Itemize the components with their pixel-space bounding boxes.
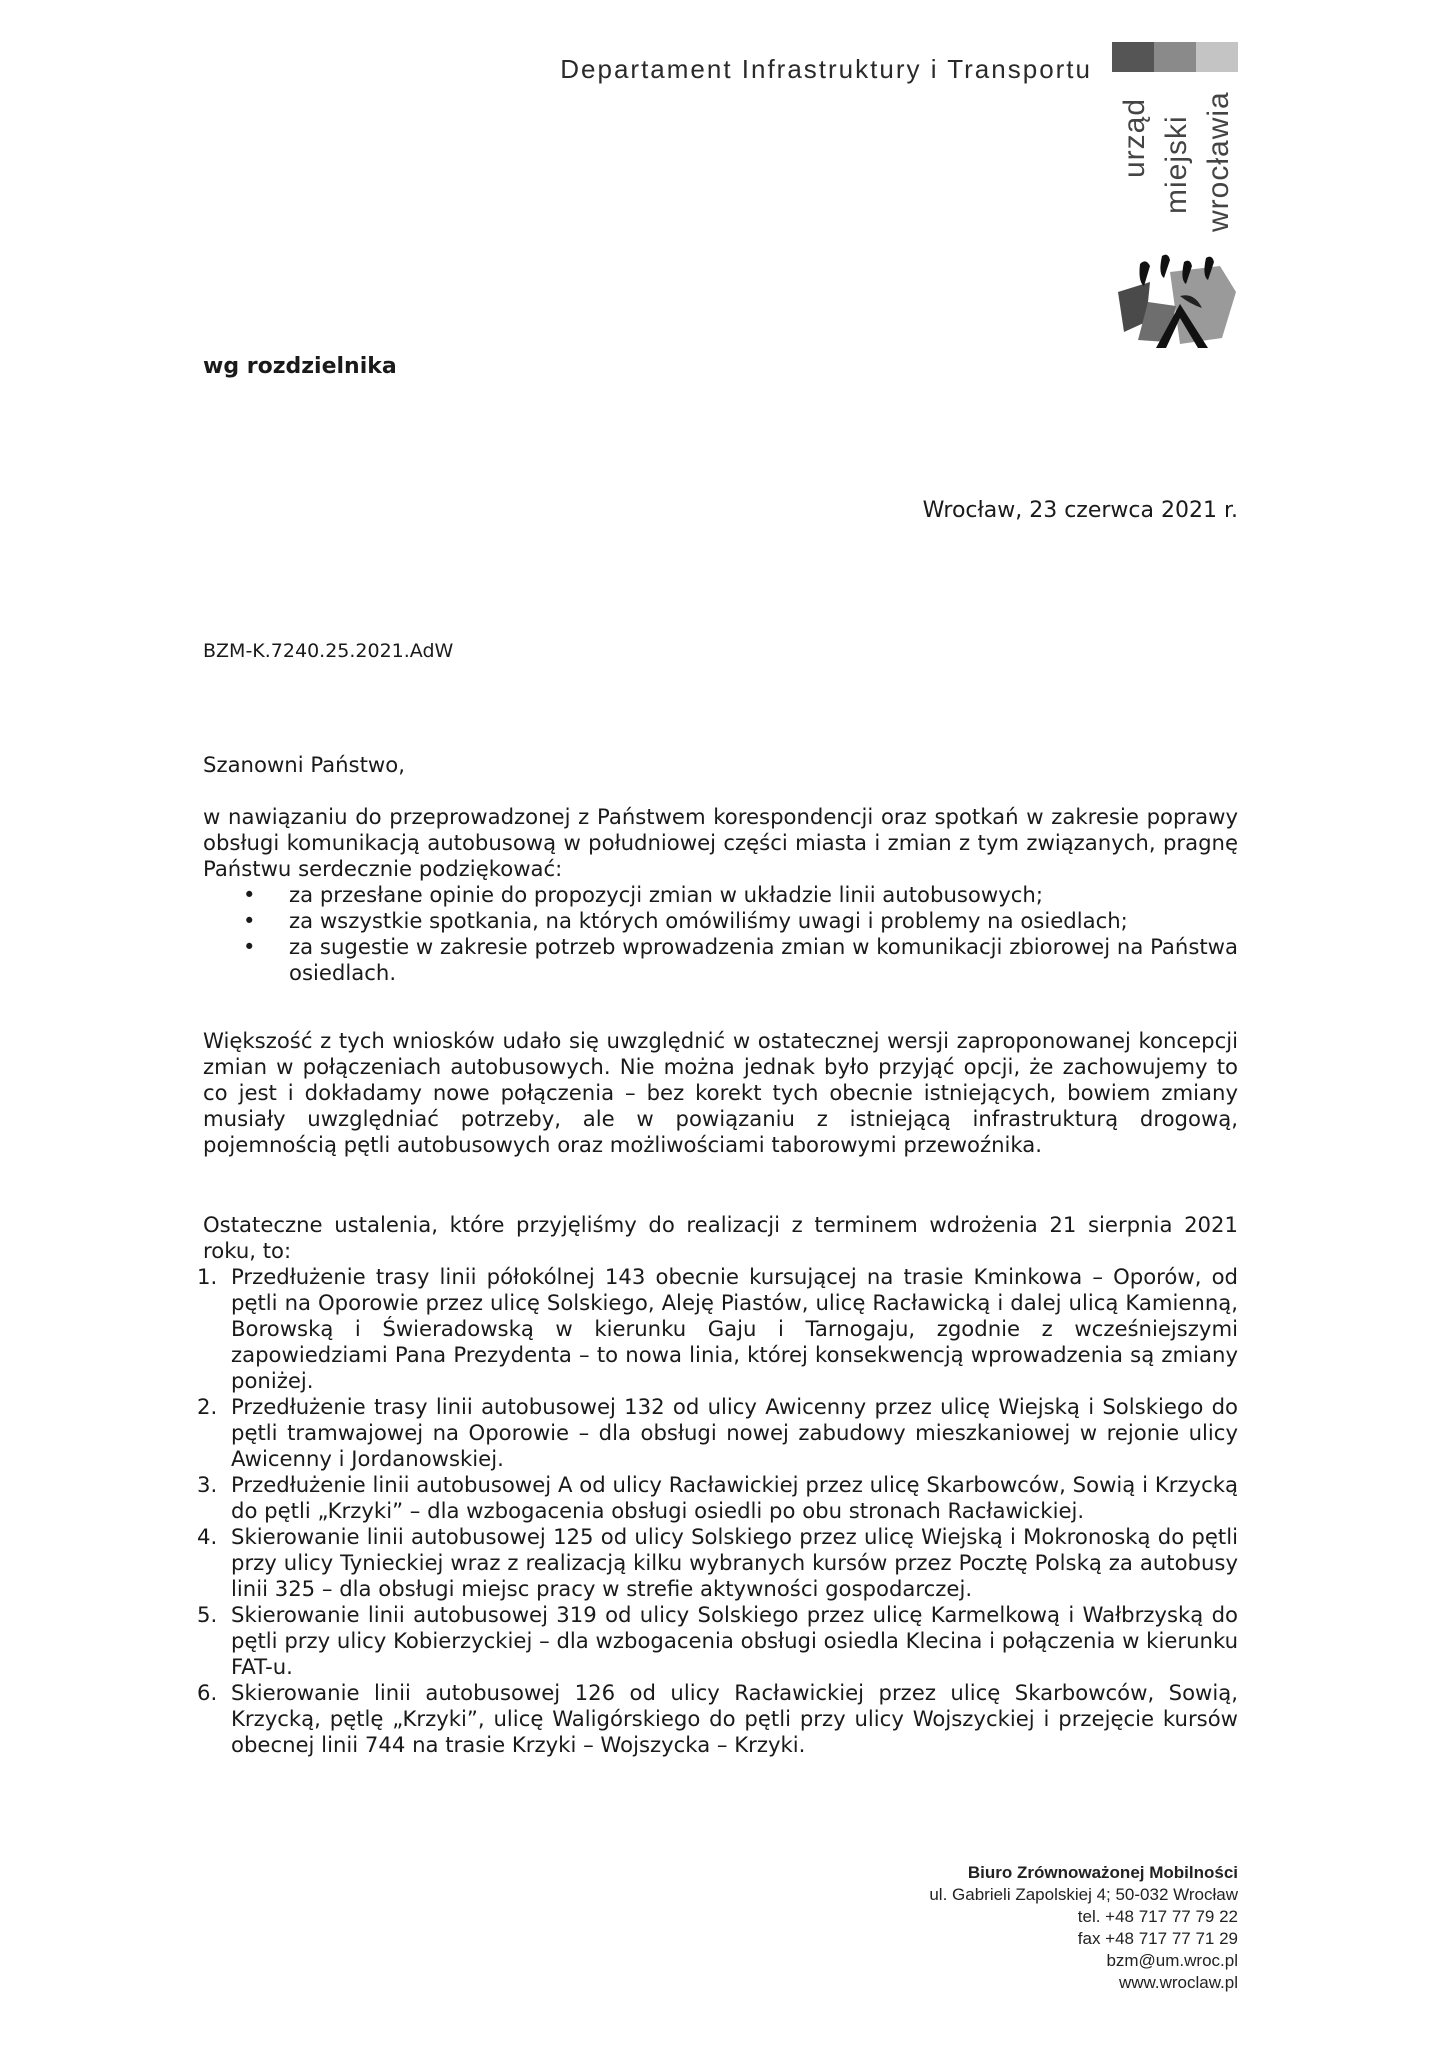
website-url: www.wroclaw.pl (1118, 1973, 1238, 1992)
email-address: bzm@um.wroc.pl (1106, 1951, 1238, 1970)
decisions-list (197, 1264, 1238, 1758)
salutation: Szanowni Państwo, (203, 752, 405, 777)
city-emblem-icon (1110, 252, 1242, 354)
logo-bar-mid (1154, 42, 1196, 72)
logo-text-urzad: urząd (1118, 97, 1151, 178)
list-item: 1. Przedłużenie trasy linii półokólnej 143 obecnie kursującej na trasie Kminkowa – Oporów, od pętli na Oporowie przez ulicę Solskiego, Aleję Piastów, ulicę Racławicką i dalej ulicą Kamienną, Borowską i Świeradowską w kierunku Gaju i Tarnogaju, zgodnie z wcześniejszymi zapowiedziami Pana Prezydenta – to nowa linia, której konsekwencją wprowadzenia są zmiany poniżej. (197, 1264, 1238, 1393)
thanks-list (203, 882, 1238, 986)
list-item: 4. Skierowanie linii autobusowej 125 od ulicy Solskiego przez ulicę Wiejską i Mokronoską do pętli przy ulicy Tynieckiej wraz z realizacją kilku wybranych kursów przez Pocztę Polską za autobusy linii 325 – dla obsługi miejsc pracy w strefie aktywności gospodarczej. (197, 1524, 1238, 1601)
list-item: 3. Przedłużenie linii autobusowej A od ulicy Racławickiej przez ulicę Skarbowców, Sowią i Krzycką do pętli „Krzyki” – dla wzbogacenia obsługi osiedli po obu stronach Racławickiej. (197, 1472, 1238, 1523)
list-item: • za sugestie w zakresie potrzeb wprowadzenia zmian w komunikacji zbiorowej na Państwa osiedlach. (243, 934, 1238, 985)
logo-color-bars (1112, 42, 1238, 72)
letter-date: Wrocław, 23 czerwca 2021 r. (922, 498, 1238, 523)
office-name: Biuro Zrównoważonej Mobilności (967, 1863, 1238, 1882)
logo-bar-dark (1112, 42, 1154, 72)
office-address: ul. Gabrieli Zapolskiej 4; 50-032 Wrocław (929, 1885, 1238, 1904)
list-item: 6. Skierowanie linii autobusowej 126 od ulicy Racławickiej przez ulicę Skarbowców, Sowią, Krzycką, pętlę „Krzyki”, ulicę Waligórskiego do pętli przy ulicy Wojszyckiej i przejęcie kursów obecnej linii 744 na trasie Krzyki – Wojszycka – Krzyki. (197, 1680, 1238, 1757)
list-item: • za wszystkie spotkania, na których omówiliśmy uwagi i problemy na osiedlach; (243, 908, 1128, 933)
reference-number: BZM-K.7240.25.2021.AdW (203, 640, 454, 662)
list-item: • za przesłane opinie do propozycji zmian w układzie linii autobusowych; (243, 882, 1043, 907)
phone-number: tel. +48 717 77 79 22 (1077, 1907, 1238, 1926)
department-name: Departament Infrastruktury i Transportu (560, 54, 1092, 84)
logo-text-wroclawia: wrocławia (1202, 91, 1235, 232)
recipient: wg rozdzielnika (203, 354, 397, 379)
list-item: 2. Przedłużenie trasy linii autobusowej 132 od ulicy Awicenny przez ulicę Wiejską i Solskiego do pętli tramwajowej na Oporowie – dla obsługi nowej zabudowy mieszkaniowej w rejonie ulicy Awicenny i Jordanowskiej. (197, 1394, 1238, 1471)
fax-number: fax +48 717 77 71 29 (1077, 1929, 1238, 1948)
intro-paragraph: w nawiązaniu do przeprowadzonej z Państwem korespondencji oraz spotkań w zakresie poprawy obsługi komunikacją autobusową w południowej części miasta i zmian z tym związanych, pragnę Państwu serdecznie podziękować: (203, 804, 1238, 881)
list-item: 5. Skierowanie linii autobusowej 319 od ulicy Solskiego przez ulicę Karmelkową i Wałbrzyską do pętli przy ulicy Kobierzyckiej – dla wzbogacenia obsługi osiedla Klecina i połączenia w kierunku FAT-u. (197, 1602, 1238, 1679)
third-paragraph: Ostateczne ustalenia, które przyjęliśmy do realizacji z terminem wdrożenia 21 sierpnia 2021 roku, to: (203, 1212, 1238, 1263)
logo-text-miejski: miejski (1160, 115, 1193, 214)
second-paragraph: Większość z tych wniosków udało się uwzględnić w ostatecznej wersji zaproponowanej koncepcji zmian w połączeniach autobusowych. Nie można jednak było przyjąć opcji, że zachowujemy to co jest i dokładamy nowe połączenia – bez korekt tych obecnie istniejących, bowiem zmiany musiały uwzględniać potrzeby, ale w powiązaniu z istniejącą infrastrukturą drogową, pojemnością pętli autobusowych oraz możliwościami taborowymi przewoźnika. (203, 1028, 1238, 1157)
footer-contact (929, 1862, 1238, 1994)
logo-bar-light (1196, 42, 1238, 72)
